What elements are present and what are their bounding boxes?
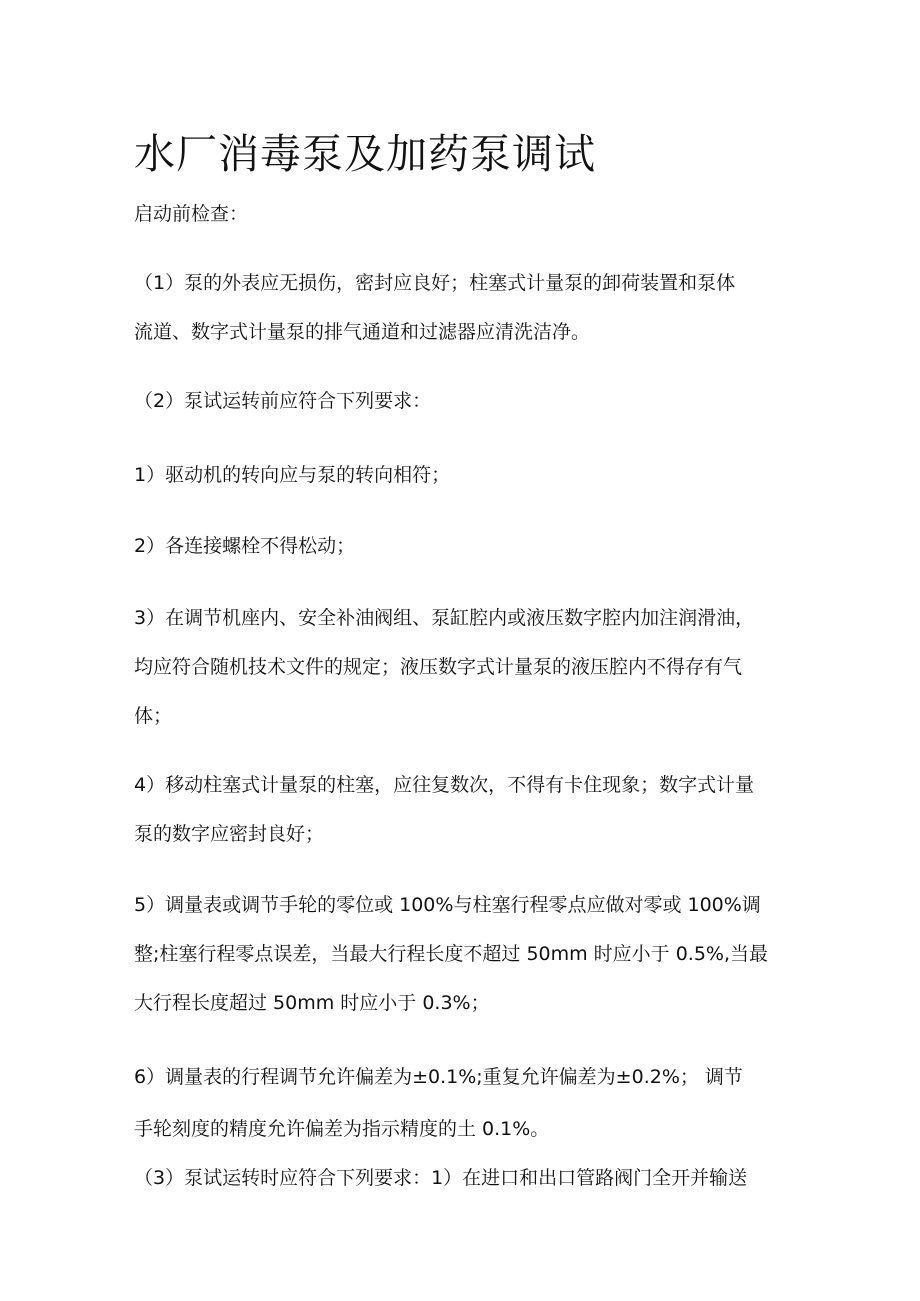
paragraph-line: 流道、数字式计量泵的排气通道和过滤器应清洗洁净。 — [134, 321, 591, 343]
paragraph-line: （2）泵试运转前应符合下列要求： — [134, 390, 432, 412]
list-item: 1）驱动机的转向应与泵的转向相符； — [134, 464, 451, 486]
list-item: 2）各连接螺栓不得松动； — [134, 535, 356, 557]
list-item: 体； — [134, 705, 173, 727]
paragraph-line: 启动前检查： — [134, 203, 249, 225]
list-item: 3）在调节机座内、安全补油阀组、泵缸腔内或液压数字腔内加注润滑油， — [134, 607, 755, 629]
list-item: 整;柱塞行程零点误差，当最大行程长度不超过 50mm 时应小于 0.5%,当最 — [134, 943, 769, 965]
list-item: 4）移动柱塞式计量泵的柱塞，应往复数次，不得有卡住现象；数字式计量 — [134, 774, 755, 796]
list-item: 手轮刻度的精度允许偏差为指示精度的土 0.1%。 — [134, 1118, 550, 1140]
list-item: 5）调量表或调节手轮的零位或 100%与柱塞行程零点应做对零或 100%调 — [134, 894, 761, 916]
list-item: 泵的数字应密封良好； — [134, 823, 325, 845]
list-item: 大行程长度超过 50mm 时应小于 0.3%； — [134, 992, 490, 1014]
list-item: 均应符合随机技术文件的规定；液压数字式计量泵的液压腔内不得存有气 — [134, 656, 743, 678]
document-title: 水厂消毒泵及加药泵调试 — [134, 130, 596, 178]
paragraph-line: （3）泵试运转时应符合下列要求：1）在进口和出口管路阀门全开并输送 — [134, 1167, 748, 1189]
paragraph-line: （1）泵的外表应无损伤，密封应良好；柱塞式计量泵的卸荷装置和泵体 — [134, 272, 736, 294]
list-item: 6）调量表的行程调节允许偏差为±0.1%;重复允许偏差为±0.2%； 调节 — [134, 1066, 743, 1088]
